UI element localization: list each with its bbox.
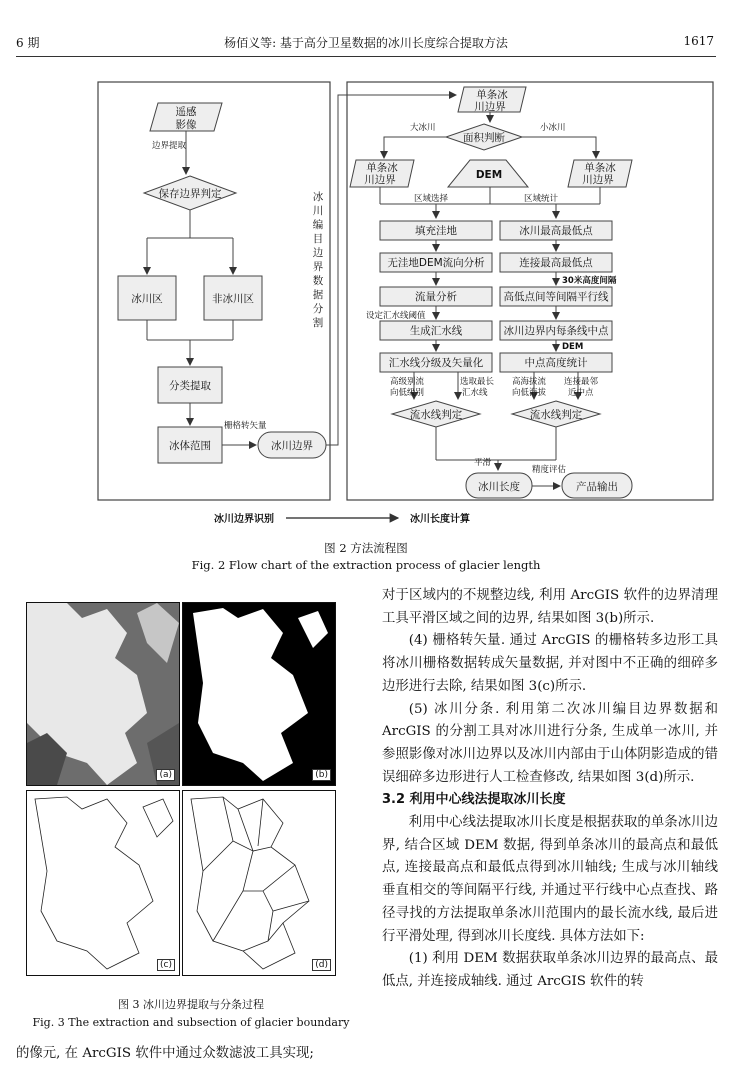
running-title: 杨佰义等: 基于高分卫星数据的冰川长度综合提取方法 <box>224 36 508 50</box>
raster-to-vector-label: 栅格转矢量 <box>224 421 267 431</box>
region-select-label: 区域选择 <box>414 194 449 204</box>
svg-text:界: 界 <box>312 261 324 273</box>
non-glacier-area-label: 非冰川区 <box>212 293 254 305</box>
threshold-label: 设定汇水线阈值 <box>366 311 426 321</box>
big-glacier-label: 大冰川 <box>410 123 436 133</box>
glacier-boundary-label: 冰川边界 <box>271 440 313 452</box>
stream-judge-right-label: 流水线判定 <box>529 409 583 421</box>
fig2-caption-cn: 图 2 方法流程图 <box>324 541 408 555</box>
single-boundary-top-label: 单条冰川边界 <box>474 89 508 113</box>
flow-dir-label: 无洼地DEM流向分析 <box>387 257 485 269</box>
stream-order-label: 汇水线分级及矢量化 <box>388 357 484 369</box>
length-label: 冰川长度 <box>478 481 520 493</box>
remote-image-label: 遥感影像 <box>175 106 197 131</box>
fig3-label-d: (d) <box>312 959 331 971</box>
fig3-panel-b <box>182 602 336 786</box>
paragraph-3: (5) 冰川分条. 利用第二次冰川编目边界数据和 ArcGIS 的分割工具对冰川进行分条, 生成单一冰川, 并参照影像对冰川边界以及冰川内部由于山体阴影造成的错误细碎多边形进行人工检查修改, 结果如图 3(d)所示. <box>382 701 718 785</box>
single-boundary-right-label: 单条冰川边界 <box>582 162 616 186</box>
fig3-caption-en: Fig. 3 The extraction and subsection of glacier boundary <box>32 1016 350 1029</box>
area-judge-label: 面积判断 <box>463 132 505 144</box>
paragraph-2: (4) 栅格转矢量. 通过 ArcGIS 的栅格转多边形工具将冰川栅格数据转成矢量数据, 并对图中不正确的细碎多边形进行去除, 结果如图 3(c)所示. <box>382 633 718 694</box>
fig3-caption-cn: 图 3 冰川边界提取与分条过程 <box>118 998 264 1011</box>
gen-stream-label: 生成汇水线 <box>409 325 463 337</box>
paragraph-1: 对于区域内的不规整边线, 利用 ArcGIS 软件的边界清理工具平滑区域之间的边界, 结果如图 3(b)所示. <box>382 588 718 626</box>
glacier-area-label: 冰川区 <box>131 293 163 305</box>
fig3-label-a: (a) <box>156 769 175 781</box>
fill-label: 填充洼地 <box>415 225 457 237</box>
vertical-label <box>313 190 324 329</box>
section-heading: 3.2 利用中心线法提取冰川长度 <box>382 792 566 808</box>
left-column-text: 的像元, 在 ArcGIS 软件中通过众数滤波工具实现; <box>16 1046 314 1061</box>
bottom-left-label: 冰川边界识别 <box>214 514 274 525</box>
fig3-panel-a <box>26 602 180 786</box>
dem-label: DEM <box>475 169 503 181</box>
classify-label: 分类提取 <box>169 380 211 392</box>
interval-label: 30米高度间隔 <box>562 276 617 286</box>
region-stats-label: 区域统计 <box>524 194 559 204</box>
pick-longest-label: 选取最长汇水线 <box>460 377 495 398</box>
connect-near-label: 连接最邻近中点 <box>564 377 599 398</box>
small-glacier-label: 小冰川 <box>540 123 566 133</box>
single-boundary-left-label: 单条冰川边界 <box>364 162 398 186</box>
connect-label: 连接最高最低点 <box>519 257 593 269</box>
paragraph-5: (1) 利用 DEM 数据获取单条冰川边界的最高点、最低点, 并连接成轴线. 通过 ArcGIS 软件的转 <box>382 951 718 989</box>
ice-extent-label: 冰体范围 <box>169 440 211 452</box>
high-low-label: 冰川最高最低点 <box>519 225 593 237</box>
output-label: 产品输出 <box>576 481 618 493</box>
fig3-label-b: (b) <box>312 769 331 781</box>
paragraph-4: 利用中心线法提取冰川长度是根据获取的单条冰川边界, 结合区域 DEM 数据, 得到单条冰川的最高点和最低点, 连接最高点和最低点得到冰川轴线; 生成与冰川轴线垂直相交的等间隔平行线, 并通过平行线中心点查找、路径寻找的方法提取单条冰川范围内的最长流水线, 最后进行平滑处理, 得到冰川长度线. 具体方法如下: <box>382 815 718 944</box>
page-number: 1617 <box>683 34 714 48</box>
fig2-caption-en: Fig. 2 Flow chart of the extraction process of glacier length <box>191 558 541 572</box>
right-column <box>382 585 718 994</box>
svg-text:目: 目 <box>312 233 324 245</box>
dem2-label: DEM <box>562 342 584 352</box>
issue-number: 6 期 <box>16 36 40 50</box>
svg-text:据: 据 <box>312 289 324 301</box>
svg-text:数: 数 <box>312 275 324 287</box>
save-boundary-label: 保存边界判定 <box>158 188 222 200</box>
mid-stats-label: 中点高度统计 <box>524 357 588 369</box>
bottom-right-label: 冰川长度计算 <box>410 514 470 525</box>
svg-text:川: 川 <box>312 205 324 217</box>
high-order-label: 高级别流向低级别 <box>390 377 425 398</box>
stream-judge-left-label: 流水线判定 <box>409 409 463 421</box>
smooth-label: 平滑 <box>474 458 492 468</box>
svg-text:边: 边 <box>312 247 324 259</box>
svg-text:割: 割 <box>312 317 324 329</box>
edge-extract-label: 边界提取 <box>152 141 187 151</box>
midpoint-label: 冰川边界内每条线中点 <box>503 325 609 337</box>
high-to-low-label: 高海拔流向低海拔 <box>512 377 547 398</box>
svg-text:冰: 冰 <box>312 191 324 203</box>
svg-text:分: 分 <box>312 303 324 315</box>
fig3-panel-d <box>182 790 336 976</box>
fig3-panel-c <box>26 790 180 976</box>
flow-acc-label: 流量分析 <box>415 291 457 303</box>
parallel-label: 高低点间等间隔平行线 <box>503 291 609 303</box>
fig3-label-c: (c) <box>157 959 175 971</box>
accuracy-label: 精度评估 <box>532 465 567 475</box>
svg-text:编: 编 <box>312 219 324 231</box>
